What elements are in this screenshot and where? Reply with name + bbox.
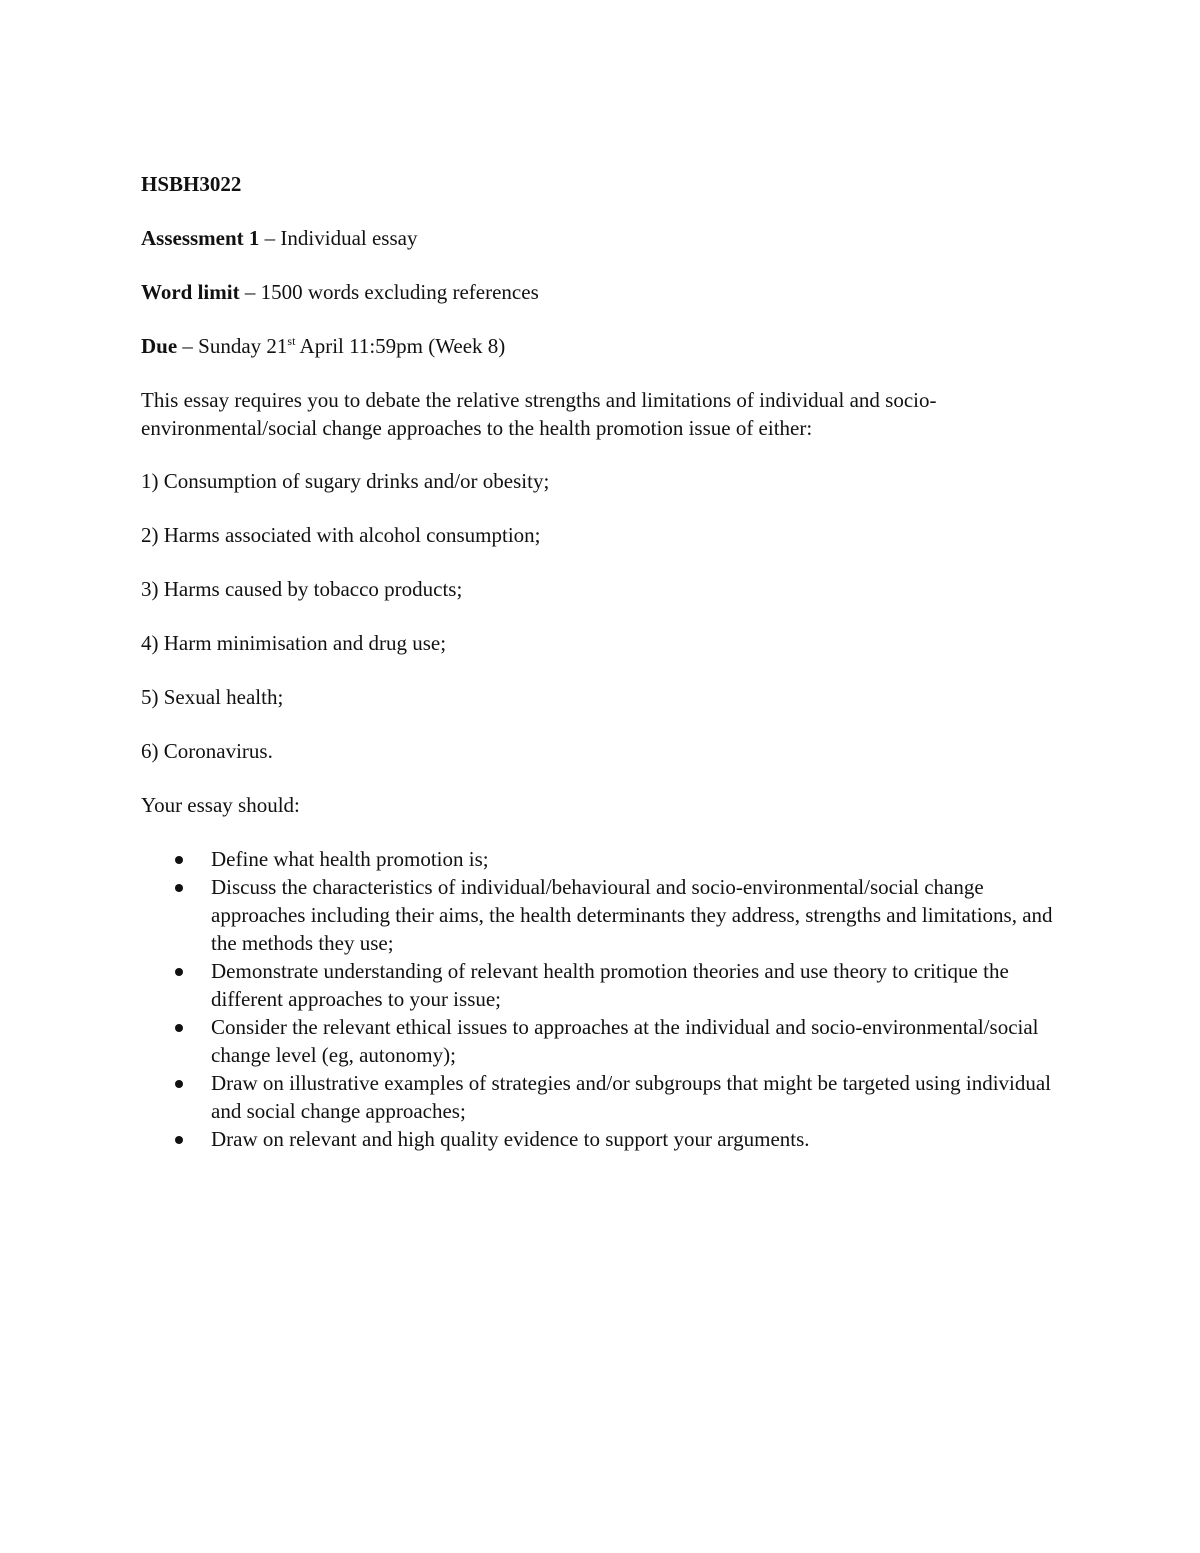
requirement-item (141, 1125, 1061, 1153)
requirement-text: Discuss the characteristics of individual/behavioural and socio-environmental/social change approaches including their aims, the health determinants they address, strengths and limitations, and the methods they use; (211, 875, 1053, 955)
requirement-text: Draw on relevant and high quality evidence to support your arguments. (211, 1127, 810, 1151)
bullet-icon (175, 968, 183, 976)
issue-option: 1) Consumption of sugary drinks and/or obesity; (141, 469, 550, 493)
requirement-item (141, 957, 1061, 1013)
due-ordinal-suffix: st (287, 334, 296, 348)
requirement-item (141, 873, 1061, 957)
assessment-value: – Individual essay (259, 226, 418, 250)
bullet-icon (175, 884, 183, 892)
requirements-list (141, 845, 1061, 1153)
issue-option: 5) Sexual health; (141, 685, 284, 709)
due-prefix: – Sunday 21 (177, 334, 288, 358)
document-body (141, 170, 1061, 1153)
requirement-text: Consider the relevant ethical issues to approaches at the individual and socio-environmental/social change level (eg, autonomy); (211, 1015, 1039, 1067)
due-line (141, 332, 1061, 360)
requirement-text: Define what health promotion is; (211, 847, 489, 871)
due-label: Due (141, 334, 178, 358)
bullet-icon (175, 1080, 183, 1088)
requirement-item (141, 1013, 1061, 1069)
assessment-line (141, 224, 1061, 252)
requirement-item (141, 1069, 1061, 1125)
issue-option: 2) Harms associated with alcohol consumption; (141, 523, 541, 547)
word-limit-label: Word limit (141, 280, 240, 304)
bullet-icon (175, 1136, 183, 1144)
issue-option: 4) Harm minimisation and drug use; (141, 631, 447, 655)
issue-option: 3) Harms caused by tobacco products; (141, 577, 463, 601)
requirement-text: Demonstrate understanding of relevant health promotion theories and use theory to critique the different approaches to your issue; (211, 959, 1009, 1011)
word-limit-value: – 1500 words excluding references (239, 280, 539, 304)
bullet-icon (175, 856, 183, 864)
course-code: HSBH3022 (141, 172, 242, 196)
word-limit-line (141, 278, 1061, 306)
bullet-icon (175, 1024, 183, 1032)
requirement-text: Draw on illustrative examples of strategies and/or subgroups that might be targeted using individual and social change approaches; (211, 1071, 1052, 1123)
requirements-heading: Your essay should: (141, 793, 300, 817)
due-suffix: April 11:59pm (Week 8) (295, 334, 506, 358)
assessment-label: Assessment 1 (141, 226, 260, 250)
issue-option: 6) Coronavirus. (141, 739, 273, 763)
essay-intro: This essay requires you to debate the relative strengths and limitations of individual and socio-environmental/social change approaches to the health promotion issue of either: (141, 388, 937, 440)
requirement-item (141, 845, 1061, 873)
